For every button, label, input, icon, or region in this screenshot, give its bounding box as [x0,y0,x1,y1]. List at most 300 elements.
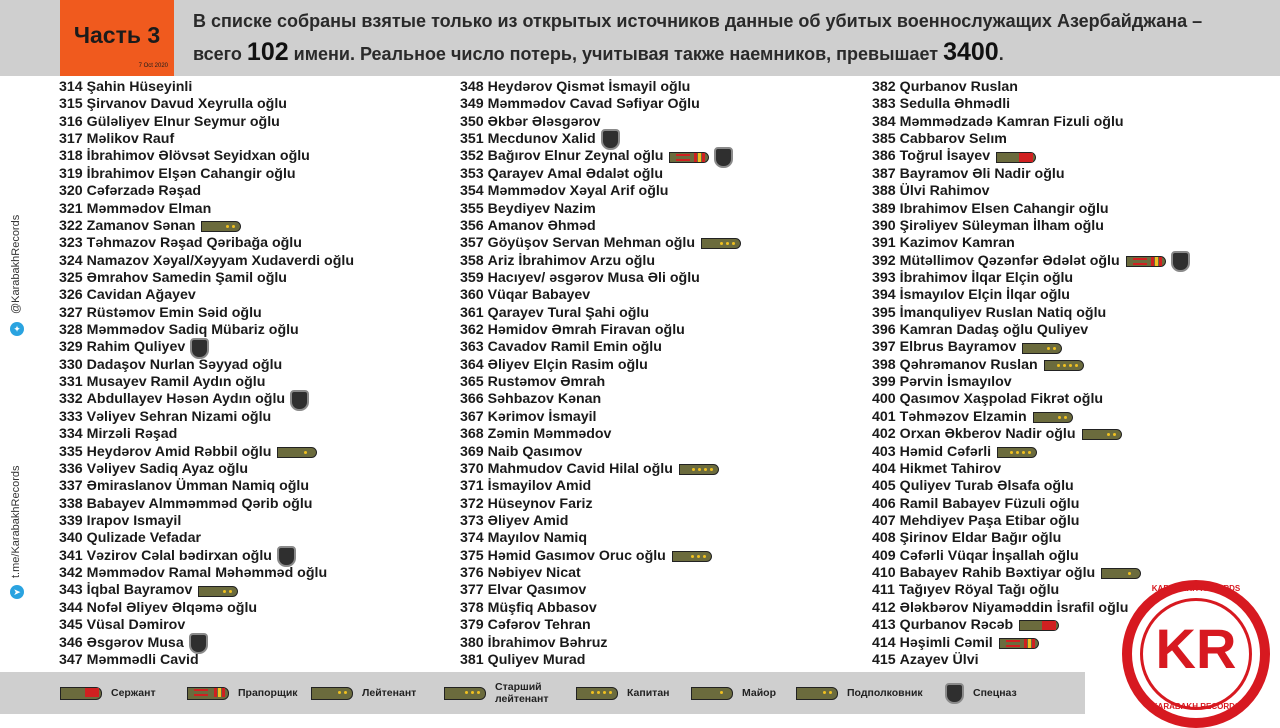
list-item [59,322,354,339]
item-name: Əliyev Amid [487,512,569,529]
list-item [59,79,354,96]
item-name: Mehdiyev Paşa Etibar oğlu [899,512,1080,529]
item-number: 331 [59,374,83,391]
list-item [59,496,354,513]
legend-label: Спецназ [973,687,1017,699]
item-name: Müşfiq Abbasov [487,599,597,616]
lieutenant-colonel-strap-icon [1082,429,1122,440]
item-name: İbrahimov İlqar Elçin oğlu [899,269,1074,286]
item-number: 314 [59,79,83,95]
list-item [460,305,741,322]
item-number: 393 [872,269,896,286]
item-name: Heydərov Qismət İsmayil oğlu [487,79,691,95]
item-number: 350 [460,113,484,130]
item-number: 390 [872,217,896,234]
item-name: Elvar Qasımov [487,582,587,599]
item-number: 404 [872,460,896,477]
item-name: Məmmədov Sadiq Mübariz oğlu [86,322,299,339]
item-number: 319 [59,165,83,182]
list-item [59,391,354,408]
legend-item-lieutenant-colonel [796,672,923,714]
praporshchik-strap-icon [1126,256,1166,267]
item-number: 381 [460,651,484,668]
item-number: 357 [460,235,484,252]
legend-item-major [691,672,776,714]
item-name: Nəbiyev Nicat [487,565,581,582]
list-item [460,374,741,391]
item-name: Musayev Ramil Aydın oğlu [86,374,266,391]
item-number: 401 [872,408,896,425]
list-item [59,513,354,530]
list-item [460,357,741,374]
list-item [59,339,354,356]
list-item [872,96,1190,113]
item-number: 399 [872,374,896,391]
special-forces-emblem-icon [190,338,209,359]
item-number: 408 [872,530,896,547]
item-name: Kərimov İsmayil [487,408,597,425]
list-item [460,565,741,582]
item-name: Vəzirov Cəlal bədirxan oğlu [86,547,272,564]
rank-legend [0,672,1085,714]
list-item [460,218,741,235]
list-item [460,426,741,443]
item-number: 378 [460,599,484,616]
item-number: 332 [59,391,83,408]
names-column-2 [460,79,741,669]
item-number: 322 [59,217,83,234]
list-item [872,548,1190,565]
item-name: İsmayilov Amid [487,478,592,495]
list-item [872,201,1190,218]
list-item [59,617,354,634]
item-number: 335 [59,443,83,460]
headline-line-2 [193,37,1273,70]
item-number: 343 [59,582,83,599]
item-number: 352 [460,148,484,165]
list-item [460,322,741,339]
list-item [59,409,354,426]
list-item [460,652,741,669]
item-number: 410 [872,565,896,582]
list-item [59,548,354,565]
list-item [872,478,1190,495]
item-number: 411 [872,582,895,599]
headline [193,6,1273,70]
item-name: Cəfərli Vüqar İnşallah oğlu [899,547,1079,564]
item-name: Rustəmov Əmrah [487,374,606,391]
list-item [59,201,354,218]
item-name: Məmmədli Cavid [86,651,199,668]
item-name: Mecdunov Xalid [487,131,596,148]
item-name: Cavadov Ramil Emin oğlu [487,339,662,356]
item-name: Mahmudov Cavid Hilal oğlu [487,460,673,477]
item-name: Əliyev Elçin Rasim oğlu [487,356,648,373]
item-name: Mayılov Namiq [487,530,588,547]
list-item [460,409,741,426]
item-name: Bayramov Əli Nadir oğlu [899,165,1065,182]
list-item [460,582,741,599]
item-number: 360 [460,287,484,304]
item-name: Qəhrəmanov Ruslan [899,356,1038,373]
lieutenant-strap-icon [1022,343,1062,354]
item-name: Məmmədzadə Kamran Fizuli oğlu [899,113,1124,130]
list-item [59,114,354,131]
item-name: Zəmin Məmmədov [487,426,612,443]
list-item [460,513,741,530]
item-number: 397 [872,339,896,356]
item-number: 413 [872,617,896,634]
list-item [872,270,1190,287]
list-item [872,374,1190,391]
item-number: 329 [59,339,83,356]
item-number: 367 [460,408,484,425]
item-number: 385 [872,131,896,148]
item-name: Orxan Əkberov Nadir oğlu [899,426,1076,443]
item-number: 392 [872,252,896,269]
item-name: Rüstəmov Emin Səid oğlu [86,304,262,321]
item-name: Ramil Babayev Füzuli oğlu [899,495,1080,512]
legend-item-special-forces [940,672,1017,714]
list-item [59,270,354,287]
item-number: 394 [872,287,896,304]
item-number: 356 [460,217,484,234]
item-name: Məmmədov Xəyal Arif oğlu [487,183,669,200]
item-name: Əkbər Ələsgərov [487,113,601,130]
item-name: Toğrul İsayev [899,148,991,165]
item-name: Namazov Xəyal/Xəyyam Xudaverdi oğlu [86,252,354,269]
item-number: 387 [872,165,896,182]
item-number: 351 [460,131,484,148]
senior-lieutenant-strap-icon [444,687,486,700]
item-number: 330 [59,356,83,373]
item-name: Şahin Hüseyinli [86,79,193,95]
item-number: 348 [460,79,484,95]
item-name: Hikmet Tahirov [899,460,1002,477]
logo-letters: KR [1155,617,1237,680]
item-name: Vüqar Babayev [487,287,591,304]
item-name: Ibrahimov Elsen Cahangir oğlu [899,200,1109,217]
item-name: Dadaşov Nurlan Səyyad oğlu [86,356,283,373]
item-number: 347 [59,651,83,668]
sergeant-strap-icon [1019,620,1059,631]
item-name: Məmmədov Cavad Səfiyar Oğlu [487,96,700,113]
list-item [59,357,354,374]
item-name: Bağırov Elnur Zeynal oğlu [487,148,664,165]
item-name: İbrahimov Bəhruz [487,634,608,651]
item-name: Həmid Cəfərli [899,443,992,460]
legend-label: Майор [742,687,776,699]
part-badge [60,0,174,76]
item-name: Quliyev Murad [487,651,586,668]
item-name: Məlikov Rauf [86,131,175,148]
praporshchik-strap-icon [187,687,229,700]
item-number: 334 [59,426,83,443]
list-item [872,235,1190,252]
legend-item-lieutenant [311,672,416,714]
item-name: Zamanov Sənan [86,217,196,234]
headline-line-1: В списке собраны взятые только из открытых источников данные об убитых военнослужащих Азербайджана – [193,11,1203,31]
major-strap-icon [691,687,733,700]
list-item [460,131,741,148]
item-name: Vəliyev Sehran Nizami oğlu [86,408,272,425]
list-item [872,322,1190,339]
item-number: 364 [460,356,484,373]
item-number: 324 [59,252,83,269]
item-number: 328 [59,322,83,339]
names-column-3 [872,79,1190,669]
item-name: Şirinov Eldar Bağır oğlu [899,530,1062,547]
item-name: Ülvi Rahimov [899,183,990,200]
logo-text-bottom: KARABAKH RECORDS [1151,702,1241,711]
item-number: 353 [460,165,484,182]
item-name: Babayev Almməmməd Qərib oğlu [86,495,313,512]
captain-strap-icon [1044,360,1084,371]
list-item [872,339,1190,356]
telegram-icon: ➤ [10,585,24,599]
item-name: Güləliyev Elnur Seymur oğlu [86,113,280,130]
list-item [59,444,354,461]
item-name: Səhbazov Kənan [487,391,602,408]
item-number: 338 [59,495,83,512]
captain-strap-icon [679,464,719,475]
list-item [460,530,741,547]
legend-label: Лейтенант [362,687,417,699]
legend-label: Старший лейтенант [495,681,549,705]
list-item [59,166,354,183]
list-item [872,218,1190,235]
item-name: Nofəl Əliyev Əlqəmə oğlu [86,599,258,616]
captain-strap-icon [997,447,1037,458]
list-item [460,461,741,478]
item-name: Ariz İbrahimov Arzu oğlu [487,252,656,269]
legend-item-senior-lieutenant [444,672,553,714]
item-name: İsmayılov Elçin İlqar oğlu [899,287,1070,304]
list-item [460,96,741,113]
list-item [59,635,354,652]
item-name: İbrahimov Əlövsət Seyidxan oğlu [86,148,310,165]
item-number: 345 [59,617,83,634]
special-forces-emblem-icon [277,546,296,567]
item-number: 403 [872,443,896,460]
item-number: 398 [872,356,896,373]
item-name: Mütəllimov Qəzənfər Ədələt oğlu [899,252,1120,269]
special-forces-emblem-icon [945,683,964,704]
special-forces-emblem-icon [1171,251,1190,272]
list-item [872,530,1190,547]
item-number: 386 [872,148,896,165]
list-item [460,183,741,200]
item-name: Tağıyev Röyal Tağı oğlu [898,582,1060,599]
praporshchik-strap-icon [669,152,709,163]
twitter-icon: ✦ [10,322,24,336]
item-number: 320 [59,183,83,200]
list-item [59,530,354,547]
lieutenant-colonel-strap-icon [796,687,838,700]
major-strap-icon [1101,568,1141,579]
item-number: 388 [872,183,896,200]
senior-lieutenant-strap-icon [701,238,741,249]
item-number: 372 [460,495,484,512]
item-number: 371 [460,478,484,495]
item-number: 340 [59,530,83,547]
lieutenant-strap-icon [311,687,353,700]
item-number: 379 [460,617,484,634]
list-item [872,426,1190,443]
list-item [59,235,354,252]
item-name: Abdullayev Həsən Aydın oğlu [86,391,286,408]
list-item [59,600,354,617]
headline-total: 102 [246,38,289,66]
item-name: Hüseynov Fariz [487,495,593,512]
headline-losses: 3400 [943,38,999,66]
list-item [872,461,1190,478]
list-item [872,565,1190,582]
item-name: Sedulla Əhmədli [899,96,1011,113]
list-item [872,391,1190,408]
list-item [59,565,354,582]
special-forces-emblem-icon [290,390,309,411]
item-name: Amanov Əhməd [487,217,596,234]
special-forces-emblem-icon [189,633,208,654]
list-item [872,253,1190,270]
list-item [460,617,741,634]
item-number: 374 [460,530,484,547]
item-name: Kamran Dadaş oğlu Quliyev [899,322,1089,339]
praporshchik-strap-icon [999,638,1039,649]
item-number: 342 [59,565,83,582]
item-number: 362 [460,322,484,339]
list-item [872,166,1190,183]
item-name: Qurbanov Rəcəb [899,617,1014,634]
list-item [460,235,741,252]
item-name: Vəliyev Sadiq Ayaz oğlu [86,460,249,477]
list-item [460,339,741,356]
item-name: Kazimov Kamran [899,235,1015,252]
item-name: Məmmədov Elman [86,200,212,217]
item-number: 369 [460,443,484,460]
list-item [460,270,741,287]
item-number: 315 [59,96,83,113]
part-title: Часть 3 [73,22,161,48]
list-item [59,183,354,200]
item-number: 325 [59,269,83,286]
item-number: 375 [460,547,484,564]
karabakh-records-logo [1122,580,1270,728]
item-number: 406 [872,495,896,512]
list-item [460,444,741,461]
item-number: 358 [460,252,484,269]
item-number: 376 [460,565,484,582]
list-item [460,287,741,304]
item-name: Quliyev Turab Əlsafa oğlu [899,478,1074,495]
item-name: Əmiraslanov Ümman Namiq oğlu [86,478,310,495]
item-number: 321 [59,200,83,217]
item-number: 380 [460,634,484,651]
item-number: 382 [872,79,896,95]
item-number: 402 [872,426,896,443]
item-name: Təhməzov Elzamin [899,408,1027,425]
item-number: 323 [59,235,83,252]
item-name: Qasımov Xaşpolad Fikrət oğlu [899,391,1104,408]
list-item [59,287,354,304]
list-item [460,114,741,131]
list-item [872,131,1190,148]
item-name: Həmidov Əmrah Firavan oğlu [487,322,685,339]
item-number: 365 [460,374,484,391]
list-item [59,305,354,322]
list-item [460,496,741,513]
legend-label: Подполковник [847,687,923,699]
lieutenant-strap-icon [198,586,238,597]
item-number: 370 [460,460,484,477]
item-name: Babayev Rahib Bəxtiyar oğlu [899,565,1096,582]
item-name: Azayev Ülvi [899,651,979,668]
item-number: 333 [59,408,83,425]
list-item [59,478,354,495]
list-item [59,374,354,391]
item-number: 389 [872,200,896,217]
legend-item-captain [576,672,670,714]
list-item [872,148,1190,165]
twitter-handle: @KarabakhRecords [10,214,22,314]
item-name: Həmid Gasımov Oruc oğlu [487,547,666,564]
telegram-link: t.me/KarabakhRecords [10,465,22,578]
captain-strap-icon [576,687,618,700]
item-number: 396 [872,322,896,339]
item-number: 337 [59,478,83,495]
list-item [872,79,1190,96]
item-number: 414 [872,634,896,651]
legend-item-sergeant [60,672,156,714]
list-item [460,253,741,270]
lieutenant-colonel-strap-icon [1033,412,1073,423]
item-name: Qarayev Amal Ədalət oğlu [487,165,664,182]
item-number: 354 [460,183,484,200]
item-number: 383 [872,96,896,113]
list-item [59,131,354,148]
item-number: 326 [59,287,83,304]
header-banner [0,0,1280,76]
item-name: Şirəliyev Süleyman İlham oğlu [899,217,1104,234]
item-number: 346 [59,634,83,651]
item-number: 415 [872,651,896,668]
item-number: 384 [872,113,896,130]
list-item [460,478,741,495]
item-name: Cavidan Ağayev [86,287,196,304]
list-item [59,582,354,599]
item-number: 359 [460,269,484,286]
item-number: 341 [59,547,83,564]
list-item [460,548,741,565]
item-number: 405 [872,478,896,495]
item-number: 366 [460,391,484,408]
item-number: 317 [59,131,83,148]
item-number: 377 [460,582,484,599]
item-number: 368 [460,426,484,443]
legend-label: Прапорщик [238,687,298,699]
item-number: 318 [59,148,83,165]
headline-mid: имени. Реальное число потерь, учитывая также наемников, превышает [293,44,939,64]
item-name: Irapov Ismayil [86,512,182,529]
item-number: 373 [460,512,484,529]
legend-label: Капитан [627,687,670,699]
senior-lieutenant-strap-icon [672,551,712,562]
item-number: 395 [872,304,896,321]
list-item [59,426,354,443]
item-name: Vüsal Dəmirov [86,617,186,634]
item-name: Əsgərov Musa [86,634,184,651]
